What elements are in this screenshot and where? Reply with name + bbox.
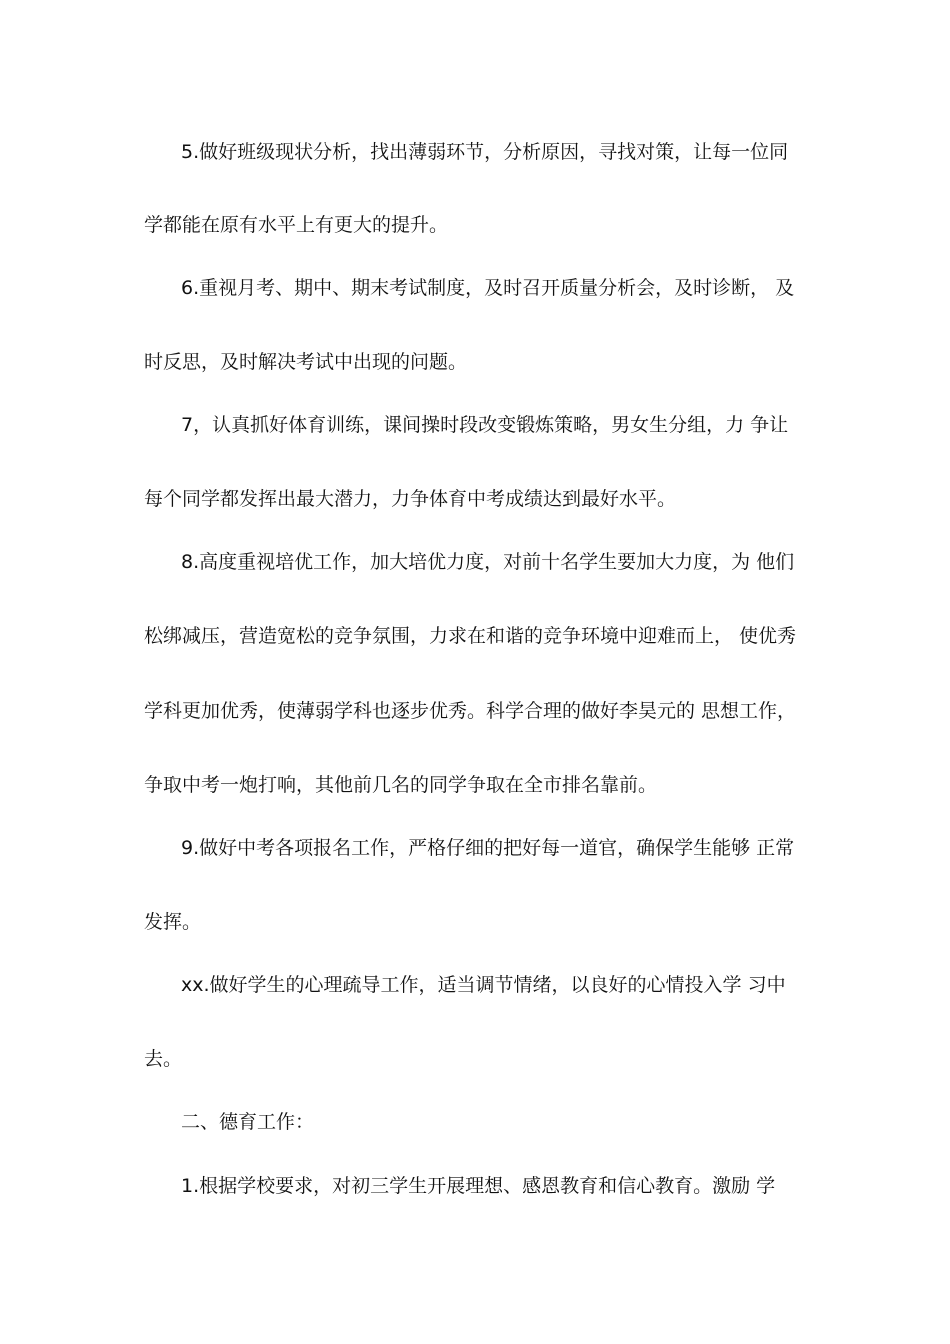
- text-line: xx.做好学生的心理疏导工作，适当调节情绪，以良好的心情投入学 习中: [181, 974, 786, 996]
- text-line: 每个同学都发挥出最大潜力，力争体育中考成绩达到最好水平。: [144, 488, 677, 510]
- text-line: 时反思，及时解决考试中出现的问题。: [144, 351, 468, 373]
- text-line: 6.重视月考、期中、期末考试制度，及时召开质量分析会，及时诊断， 及: [181, 277, 795, 299]
- text-line: 争取中考一炮打响，其他前几名的同学争取在全市排名靠前。: [144, 774, 658, 796]
- text-line: 学都能在原有水平上有更大的提升。: [144, 214, 449, 236]
- text-line: 9.做好中考各项报名工作，严格仔细的把好每一道官，确保学生能够 正常: [181, 837, 795, 859]
- text-line: 学科更加优秀，使薄弱学科也逐步优秀。科学合理的做好李昊元的 思想工作，: [144, 700, 797, 722]
- text-line: 7，认真抓好体育训练，课间操时段改变锻炼策略，男女生分组，力 争让: [181, 414, 789, 436]
- text-line: 发挥。: [144, 911, 202, 933]
- text-line: 松绑减压，营造宽松的竞争氛围，力求在和谐的竞争环境中迎难而上， 使优秀: [144, 625, 797, 647]
- text-line: 8.高度重视培优工作，加大培优力度，对前十名学生要加大力度，为 他们: [181, 551, 795, 573]
- section-heading: 二、德育工作：: [181, 1111, 315, 1133]
- text-line: 去。: [144, 1048, 183, 1070]
- text-line: 5.做好班级现状分析，找出薄弱环节，分析原因，寻找对策，让每一位同: [181, 141, 789, 163]
- text-line: 1.根据学校要求，对初三学生开展理想、感恩教育和信心教育。激励 学: [181, 1175, 776, 1197]
